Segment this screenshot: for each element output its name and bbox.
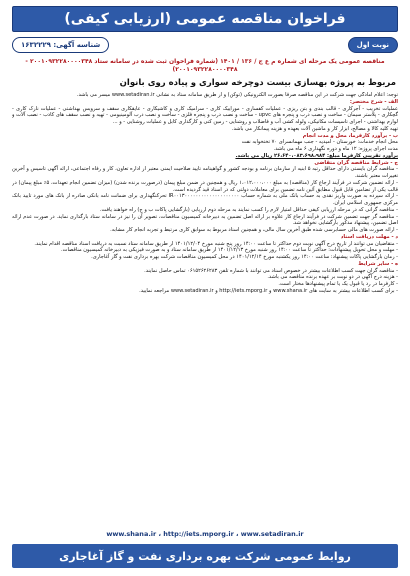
notice-header [12,6,398,32]
paragraph: - مناقصه گران بایستی دارای حداقل رتبه ۵ ابنیه از سازمان برنامه و بودجه کشور و گواهینامه تایید صلاحیت ایمنی معتبر از اداره تعاون، کار و رفاه اجتماعی، ارائه آگهی تاسیس و آخرین تغییرات معتبر باشند. [12,166,398,179]
paragraph: - هزینه درج آگهی در دو نوبت بر عهده برنده مناقصه می باشد. [267,274,398,281]
paragraph: - مهلت و محل تحویل پیشنهادات: حداکثر تا ساعت ۱۴:۰۰ روز شنبه مورخ ۱۴۰۱/۱۲/۱۳ از طریق سامانه ستاد و به صورت فیزیکی به دبیرخانه کمیسیون مناقصات. [61,247,398,254]
section-heading: الف - شرح مختصر: [349,98,398,105]
section-heading: د - مهلت دریافت اسناد [340,233,398,240]
paragraph: - متقاضیان می توانند از تاریخ درج آگهی نوبت دوم حداکثر تا ساعت ۱۴:۰۰ روز پنج شنبه مورخ ۱۴۰۱/۱۲/۰۴ از طریق سامانه ستاد نسبت به دریافت اسناد مناقصه اقدام نمایند. [34,240,398,247]
paragraph: تهیه کلیه کالا و مصالح، ابزار کار و ماشین آلات بعهده و هزینه پیمانکار می باشد. [231,125,398,132]
footer-sites: www.shana.ir ، http://iets.mporg.ir ، www.setadiran.ir [106,530,304,538]
notice-title: فراخوان مناقصه عمومی (ارزیابی کیفی) [64,11,346,27]
paragraph: برآورد تقریبی کارفرما مبلغ: ۲۶،۶۴۰،۰۸۳،۶۹۸،۹۸۴ ریال می باشد. [235,152,398,159]
paragraph: - مناقصه گر جهت تضمین شرکت در فرآیند ارجاع کار علاوه بر ارائه اصل تضمین به دبیرخانه کمیسیون مناقصات، تصویر آن را نیز در سامانه ستاد بارگذاری نماید. در صورت عدم ارائه اصل تضمین، پیشنهاد مذکور بازگشایی نخواهد شد. [12,213,398,227]
paragraph: - مناقصه گرانی که در مرحله ارزیابی کیفی حداقل امتیاز لازم را کسب نمایند به مرحله دوم ارزیابی (بازگشایی پاکات ب و ج) راه خواهند یافت. [99,206,398,213]
notice-body [12,92,398,530]
notice-number: شناسه آگهی: ۱۶۳۲۲۲۹ [21,41,101,49]
section-heading: ب - برآورد کارفرما، محل و مدت انجام [302,132,398,139]
paragraph: توجه: اعلام آمادگی جهت شرکت در این مناقصه صرفا بصورت الکترونیکی (توکن) و از طریق سامانه ستاد به نشانی www.setadiran.ir میسر می باشد. [76,92,398,98]
paragraph: محل انجام خدمات: خوزستان - امیدیه - جنب مهمانسرای ۷۰ تختخوابه نفت [241,139,398,146]
project-title: مربوط به پروژه بهسازی بیست دوچرخه سواری و پیاده روی بانوان [119,78,396,88]
paragraph: عملیات تخریب - آجرکاری - قالب بندی و بتن ریزی - عملیات کفسازی - موزاییک کاری - سرامیک کاری و کاشیکاری - عایقکاری سقف و سرویس بهداشتی - عملیات نازک کاری - گچکاری - پلاستر سیمان - ساخت و نصب درب و پنجره های upvc - ساخت و نصب درب و پنجره فلزی - ساخت و نصب درب آلومینیومی - تهیه و نصب سقف های کاذب - نصب آلات و لوازم بهداشتی - اجرای تاسیسات مکانیکی، ولوله کشی آب و فاضلاب و روشنایی - زمین کنی و کارگذاری کابل و عملیات روشنایی - و ... [12,105,398,125]
paragraph: - ارائه تضمین شرکت در فرآیند ارجاع کار (مناقصه) به مبلغ ۱،۰۱۲،۰۰۰،۰۰۰ ریال و همچنین در ضمن مبلغ پیمان (درصورت برنده شدن) (میزان تضمین انجام تعهدات، ۵٪ مبلغ پیمان) در قالب یکی از تضامین قابل قبول مطابق آئین نامه تضمین برای معاملات دولتی که در اسناد قید گردیده است. [12,179,398,193]
paragraph: - کارفرما در رد یا قبول یک یا تمام پیشنهادها مختار است. [278,281,398,287]
tender-intro: مناقصه عمومی یک مرحله ای شماره م ع ج / ۱۳۶ / ۱۴۰۱ (شماره فراخوان ثبت شده در سامانه ستاد ۲۰۰۱۰۹۳۲۲۸۰۰۰۰۳۴۸ - ۲۰۰۱۰۹۳۲۲۸۰۰۰۰۳۴۸) [25,58,385,73]
footer-banner [12,544,398,568]
paragraph: - ارائه سپرده به صورت واریز نقدی به حساب بانک ملی به شماره حساب IR۰۰۱۳۰۰۰۰۰۰۰۰۰۰۰۰۰۰۰۰۰۰۰۰ تحرکنگهداری برای ضمانت نامه بانکی صادره از بانک های مورد تایید بانک مرکزی جمهوری اسلامی ایران. [12,193,398,206]
paragraph: - زمان بازگشایی پاکات پیشنهاد: ساعت ۱۴:۰۰ روز یکشنبه مورخ ۱۴۰۱/۱۲/۱۴ در محل کمیسیون مناقصات شرکت بهره برداری نفت و گاز آغاجاری. [91,254,398,260]
paragraph: - برای کسب اطلاعات بیشتر به سایت های www.shana.ir و http://iets.mporg.ir و www.setadiran.ir مراجعه نمایید. [139,287,398,294]
notice-subheader [12,36,398,54]
round-label: نوبت اول [356,41,389,49]
section-heading: ه - سایر شرایط [358,260,398,267]
section-heading: ج - شرایط مناقصه گران متقاضی [314,159,398,166]
paragraph: مدت اجرای پروژه: ۱۲ ماه و دوره نگهداری ۶ ماه می باشد. [273,146,398,152]
company-name: روابط عمومی شرکت بهره برداری نفت و گاز آغاجاری [59,549,351,563]
paragraph: - ارائه صورت های مالی حسابرسی شده طبق آخرین سال مالی، و همچنین اسناد مربوط به سوابق کاری مرتبط و تجربه انجام کار مشابه. [110,227,398,233]
paragraph: - مناقصه گران جهت کسب اطلاعات بیشتر در خصوص اسناد می توانند با شماره تلفن ۰۶۱۵۲۶۲۶۲۸۳ تماس حاصل نمایند. [144,267,398,274]
round-badge [348,37,398,53]
notice-number-badge [12,37,109,53]
notice-footer [12,530,398,570]
